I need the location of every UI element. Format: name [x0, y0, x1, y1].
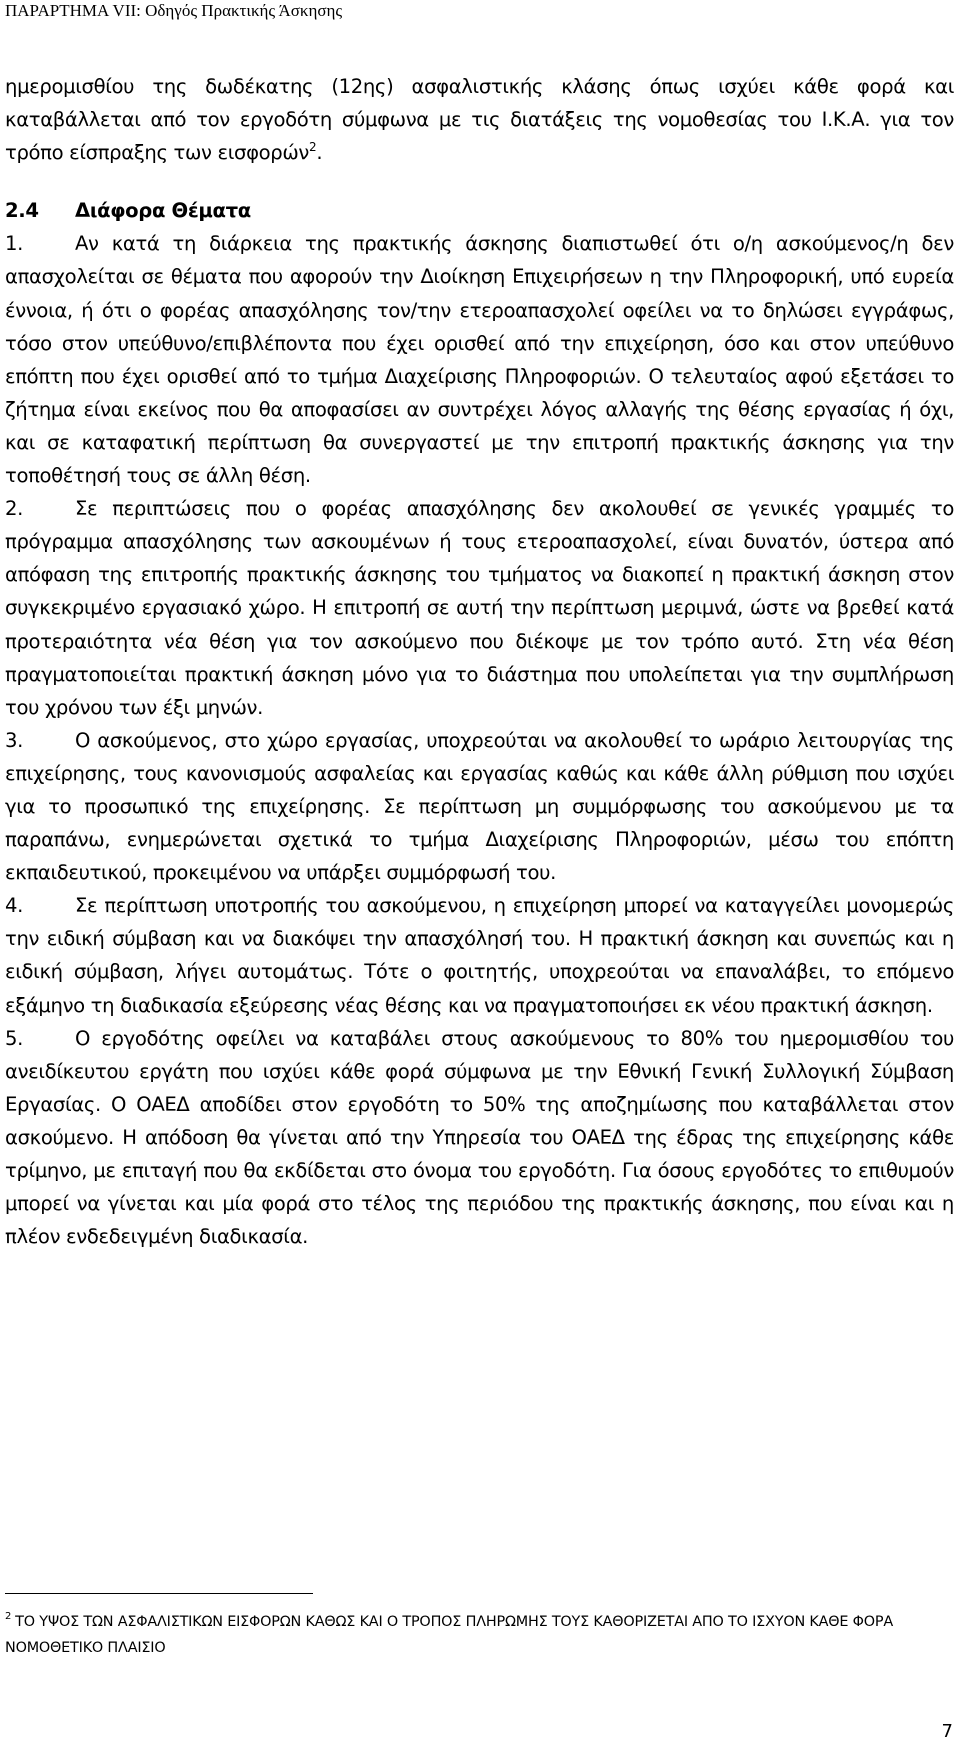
footnote [5, 1609, 905, 1661]
list-item [5, 227, 954, 492]
list-item [5, 492, 954, 724]
footnote-marker: 2 [5, 1611, 12, 1622]
intro-end: . [316, 141, 323, 165]
document-body [5, 70, 954, 1253]
list-item [5, 1022, 954, 1254]
intro-text: ημερομισθίου της δωδέκατης (12ης) ασφαλιστικής κλάσης όπως ισχύει κάθε φορά και καταβάλλεται από τον εργοδότη σύμφωνα με τις διατάξεις της νομοθεσίας του Ι.Κ.Α. για τον τρόπο είσπραξης των εισφορών [5, 75, 954, 165]
section-title: Διάφορα Θέματα [75, 199, 251, 223]
list-item [5, 889, 954, 1021]
section-heading [5, 194, 954, 227]
item-text: Ο ασκούμενος, στο χώρο εργασίας, υποχρεούται να ακολουθεί το ωράριο λειτουργίας της επιχείρησης, τους κανονισμούς ασφαλείας και εργασίας καθώς και κάθε άλλη ρύθμιση που ισχύει για το προσωπικό της επιχείρησης. Σε περίπτωση μη συμμόρφωσης του ασκούμενου με τα παραπάνω, ενημερώνεται σχετικά το τμήμα Διαχείρισης Πληροφοριών, μέσω του επόπτη εκπαιδευτικού, προκειμένου να υπάρξει συμμόρφωσή του. [5, 728, 954, 885]
item-number: 3. [5, 728, 23, 752]
item-text: Ο εργοδότης οφείλει να καταβάλει στους ασκούμενους το 80% του ημερομισθίου του ανειδίκευτου εργάτη που ισχύει κάθε φορά σύμφωνα με την Εθνική Γενική Συλλογική Σύμβαση Εργασίας. Ο ΟΑΕΔ αποδίδει στον εργοδότη το 50% της αποζημίωσης που καταβάλλεται στον ασκούμενο. Η απόδοση θα γίνεται από την Υπηρεσία του ΟΑΕΔ της έδρας της επιχείρησης κάθε τρίμηνο, με επιταγή που θα εκδίδεται στο όνομα του εργοδότη. Για όσους εργοδότες το επιθυμούν μπορεί να γίνεται και μία φορά στο τέλος της περιόδου της πρακτικής άσκησης, που είναι και η πλέον ενδεδειγμένη διαδικασία. [5, 1026, 954, 1249]
intro-paragraph [5, 70, 954, 169]
item-text: Αν κατά τη διάρκεια της πρακτικής άσκησης διαπιστωθεί ότι ο/η ασκούμενος/η δεν απασχολείται σε θέματα που αφορούν την Διοίκηση Επιχειρήσεων η την Πληροφορική, υπό ευρεία έννοια, ή ότι ο φορέας απασχόλησης τον/την ετεροαπασχολεί οφείλει να το δηλώσει εγγράφως, τόσο στον υπεύθυνο/επιβλέποντα που έχει ορισθεί από την επιχείρηση, όσο και στον υπεύθυνο επόπτη που έχει ορισθεί από το τμήμα Διαχείρισης Πληροφοριών. Ο τελευταίος αφού εξετάσει το ζήτημα είναι εκείνος που θα αποφασίσει αν συντρέχει λόγος αλλαγής της θέσης εργασίας ή όχι, και σε καταφατική περίπτωση θα συνεργαστεί με την επιτροπή πρακτικής άσκησης για την τοποθέτησή τους σε άλλη θέση. [5, 232, 954, 488]
item-number: 4. [5, 894, 23, 918]
footnote-reference: 2 [309, 140, 317, 155]
footnote-divider [5, 1593, 313, 1594]
running-header: ΠΑΡΑΡΤΗΜΑ VII: Οδηγός Πρακτικής Άσκησης [5, 1, 343, 20]
item-number: 5. [5, 1026, 23, 1050]
section-number: 2.4 [5, 199, 39, 223]
list-item [5, 724, 954, 889]
item-text: Σε περιπτώσεις που ο φορέας απασχόλησης δεν ακολουθεί σε γενικές γραμμές το πρόγραμμα απασχόλησης των ασκουμένων ή τους ετεροαπασχολεί, είναι δυνατόν, ύστερα από απόφαση της επιτροπής πρακτικής άσκησης του τμήματος να διακοπεί η πρακτική άσκηση στον συγκεκριμένο εργασιακό χώρο. Η επιτροπή σε αυτή την περίπτωση μεριμνά, ώστε να βρεθεί κατά προτεραιότητα νέα θέση για τον ασκούμενο που διέκοψε με τον τρόπο αυτό. Στη νέα θέση πραγματοποιείται πρακτική άσκηση μόνο για το διάστημα που υπολείπεται για την συμπλήρωση του χρόνου των έξι μηνών. [5, 497, 954, 719]
page-number: 7 [941, 1721, 953, 1742]
item-number: 1. [5, 232, 23, 256]
item-number: 2. [5, 497, 23, 521]
footnote-text: ΤΟ ΥΨΟΣ ΤΩΝ ΑΣΦΑΛΙΣΤΙΚΩΝ ΕΙΣΦΟΡΩΝ ΚΑΘΩΣ ΚΑΙ Ο ΤΡΟΠΟΣ ΠΛΗΡΩΜΗΣ ΤΟΥΣ ΚΑΘΟΡΙΖΕΤΑΙ ΑΠΟ ΤΟ ΙΣΧΥΟΝ ΚΑΘΕ ΦΟΡΑ ΝΟΜΟΘΕΤΙΚΟ ΠΛΑΙΣΙΟ [5, 1614, 894, 1656]
item-text: Σε περίπτωση υποτροπής του ασκούμενου, η επιχείρηση μπορεί να καταγγείλει μονομερώς την ειδική σύμβαση και να διακόψει την απασχόλησή του. Η πρακτική άσκηση και συνεπώς και η ειδική σύμβαση, λήγει αυτομάτως. Τότε ο φοιτητής, υποχρεούται να επαναλάβει, το επόμενο εξάμηνο τη διαδικασία εξεύρεσης νέας θέσης και να πραγματοποιήσει εκ νέου πρακτική άσκηση. [5, 894, 954, 1017]
